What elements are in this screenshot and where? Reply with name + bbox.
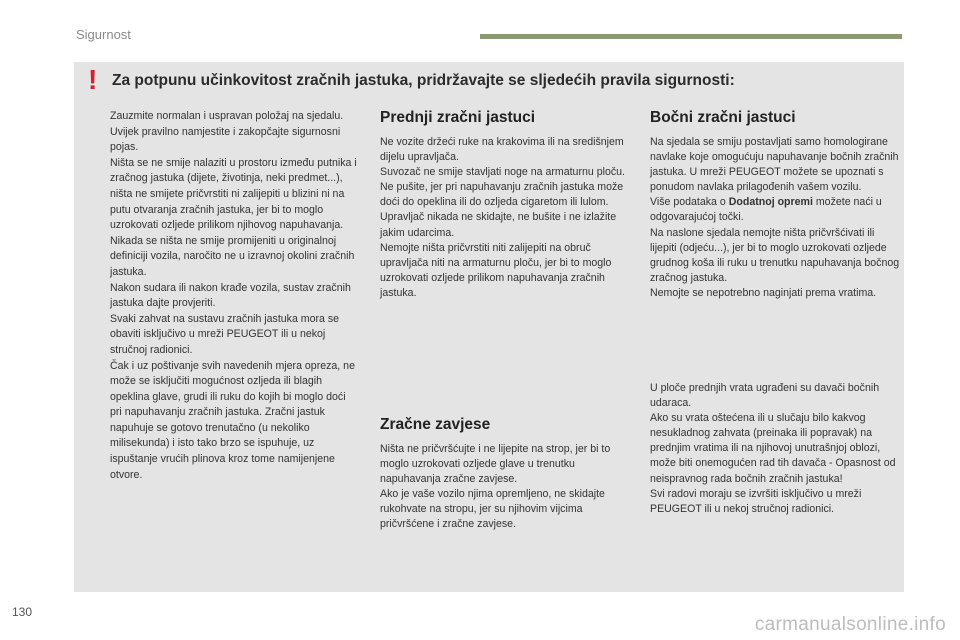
side-airbags-column: [650, 109, 900, 301]
header-accent-line: [480, 34, 902, 39]
watermark: carmanualsonline.info: [754, 614, 946, 635]
page-number: 130: [12, 605, 33, 619]
side-airbags-text-start: Na sjedala se smiju postavljati samo homologirane navlake koje omogućuju napuhavanje bočnih zračnih jastuka. U mreži PEUGEOT možete se upoznati s ponudom navlaka prilagođenih vašem vozilu. Više podataka o: [650, 136, 899, 209]
curtain-airbags-column: [380, 416, 628, 533]
door-sensors-text: U ploče prednjih vrata ugrađeni su davači bočnih udaraca. Ako su vrata oštećena ili u slučaju bilo kakvog nesukladnog zahvata (preinaka ili popravak) na prednjim vratima ili na njihovoj unutrašnjoj oblozi, može biti onemogućen rad tih davača - Opasnost od neispravnog rada bočnih zračnih jastuka! Svi radovi moraju se izvršiti isključivo u mreži PEUGEOT ili u nekoj stručnoj radionici.: [650, 382, 896, 515]
section-label: Sigurnost: [76, 27, 131, 42]
general-rules-text: Zauzmite normalan i uspravan položaj na sjedalu. Uvijek pravilno namjestite i zakopčajte sigurnosni pojas. Ništa se ne smije nalaziti u prostoru između putnika i zračnog jastuka (dijete, životinja, neki predmet...), ništa ne smijete pričvrstiti ni zalijepiti u blizini ni na putu otvaranja zračnih jastuka, jer bi to moglo uzrokovati ozljede prilikom njihovog napuhavanja. Nikada se ništa ne smije promijeniti u originalnoj definiciji vozila, naročito ne u izravnoj okolini zračnih jastuka. Nakon sudara ili nakon krađe vozila, sustav zračnih jastuka dajte provjeriti. Svaki zahvat na sustavu zračnih jastuka mora se obaviti isključivo u mreži PEUGEOT ili u nekoj stručnoj radionici. Čak i uz poštivanje svih navedenih mjera opreza, ne može se isključiti mogućnost ozljeda ili blagih opeklina glave, grudi ili ruku do kojih bi moglo doći pri napuhavanju zračnih jastuka. Zračni jastuk napuhuje se gotovo trenutačno (u nekoliko milisekunda) i isto tako brzo se ispuhuje, uz ispuštanje vrućih plinova kroz tome namijenjene otvore.: [110, 110, 357, 481]
side-airbags-heading: Bočni zračni jastuci: [650, 109, 796, 126]
side-airbags-text: [650, 135, 900, 301]
curtain-airbags-text: Ništa ne pričvršćujte i ne lijepite na strop, jer bi to moglo uzrokovati ozljede glave u trenutku napuhavanja zračne zavjese. Ako je vaše vozilo njima opremljeno, ne skidajte rukohvate na stropu, jer su njihovim vijcima pričvršćene i zračne zavjese.: [380, 443, 611, 531]
exclamation-icon: !: [88, 64, 98, 95]
front-airbags-column: [380, 109, 628, 301]
warning-title: Za potpunu učinkovitost zračnih jastuka, pridržavajte se sljedećih pravila sigurnosti:: [112, 72, 735, 89]
door-sensors-column: [650, 381, 900, 517]
front-airbags-heading: Prednji zračni jastuci: [380, 109, 536, 126]
front-airbags-text: Ne vozite držeći ruke na krakovima ili na središnjem dijelu upravljača. Suvozač ne smije stavljati noge na armaturnu ploču. Ne pušite, jer pri napuhavanju zračnih jastuka može doći do opeklina ili do ozljeda cigaretom ili lulom. Upravljač nikada ne skidajte, ne bušite i ne izlažite jakim udarcima. Nemojte ništa pričvrstiti niti zalijepiti na obruč upravljača niti na armaturnu ploču, jer bi to moglo uzrokovati ozljede prilikom napuhavanja zračnih jastuka.: [380, 136, 625, 299]
accessories-bold-link: Dodatnoj opremi: [728, 196, 813, 209]
curtain-airbags-heading: Zračne zavjese: [380, 416, 491, 433]
general-rules-column: [110, 109, 358, 483]
side-airbags-text-end: možete naći u odgovarajućoj točki. Na naslone sjedala nemojte ništa pričvršćivati ili lijepiti (odjeću...), jer bi to moglo uzrokovati ozljede grudnog koša ili ruku u trenutku napuhavanja bočnog zračnog jastuka. Nemojte se nepotrebno naginjati prema vratima.: [650, 196, 900, 299]
